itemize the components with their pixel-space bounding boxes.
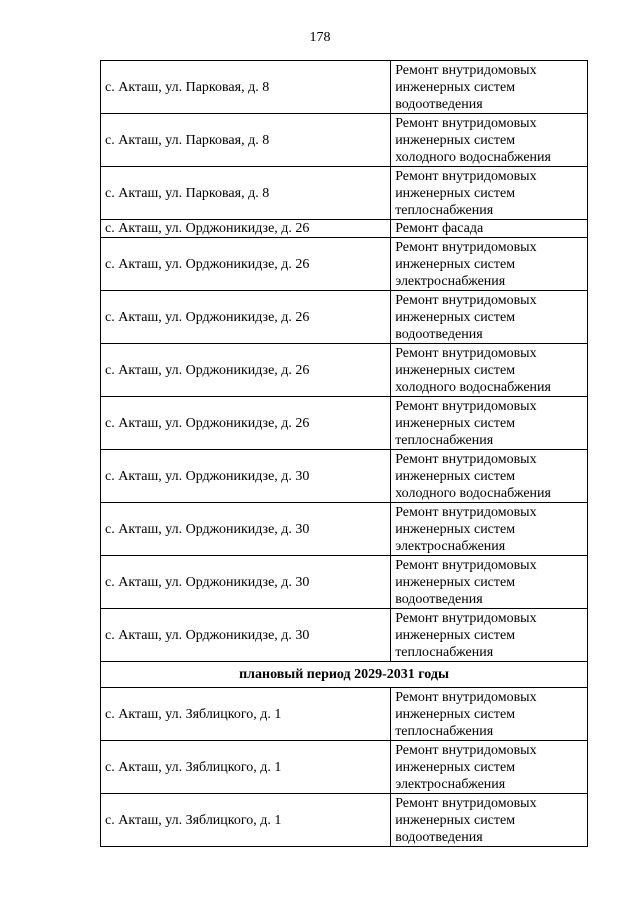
work-type-line: Ремонт внутридомовых bbox=[395, 398, 537, 414]
work-type-line: Ремонт фасада bbox=[395, 221, 484, 236]
table-row bbox=[101, 291, 588, 344]
work-type-line: Ремонт внутридомовых bbox=[395, 557, 537, 573]
address-cell: с. Акташ, ул. Орджоникидзе, д. 30 bbox=[101, 556, 391, 609]
work-type-line: Ремонт внутридомовых bbox=[395, 292, 537, 308]
table-row bbox=[101, 397, 588, 450]
work-type-line: водоотведения bbox=[395, 326, 483, 342]
work-type-line: инженерных систем bbox=[395, 812, 516, 828]
work-type-line: теплоснабжения bbox=[395, 644, 494, 660]
work-type-cell bbox=[391, 61, 588, 114]
work-type-line: электроснабжения bbox=[395, 776, 506, 792]
work-type-line: инженерных систем bbox=[395, 468, 516, 484]
work-type-cell bbox=[391, 794, 588, 847]
work-type-line: инженерных систем bbox=[395, 574, 516, 590]
table-row bbox=[101, 344, 588, 397]
work-type-line: инженерных систем bbox=[395, 132, 516, 148]
work-type-line: теплоснабжения bbox=[395, 202, 494, 218]
address-cell: с. Акташ, ул. Орджоникидзе, д. 26 bbox=[101, 344, 391, 397]
address-cell: с. Акташ, ул. Орджоникидзе, д. 26 bbox=[101, 291, 391, 344]
address-cell: с. Акташ, ул. Парковая, д. 8 bbox=[101, 61, 391, 114]
work-type-line: Ремонт внутридомовых bbox=[395, 239, 537, 255]
work-type-line: Ремонт внутридомовых bbox=[395, 345, 537, 361]
work-type-line: электроснабжения bbox=[395, 273, 506, 289]
period-heading: плановый период 2029-2031 годы bbox=[101, 662, 588, 688]
work-type-line: Ремонт внутридомовых bbox=[395, 610, 537, 626]
work-type-line: инженерных систем bbox=[395, 256, 516, 272]
work-type-cell bbox=[391, 503, 588, 556]
work-type-line: Ремонт внутридомовых bbox=[395, 689, 537, 705]
work-type-line: теплоснабжения bbox=[395, 432, 494, 448]
table-row bbox=[101, 114, 588, 167]
work-type-line: инженерных систем bbox=[395, 309, 516, 325]
work-type-cell bbox=[391, 688, 588, 741]
address-cell: с. Акташ, ул. Парковая, д. 8 bbox=[101, 114, 391, 167]
table-row bbox=[101, 609, 588, 662]
table-row bbox=[101, 450, 588, 503]
work-type-cell bbox=[391, 220, 588, 238]
table-row bbox=[101, 741, 588, 794]
address-cell: с. Акташ, ул. Орджоникидзе, д. 26 bbox=[101, 238, 391, 291]
work-type-line: Ремонт внутридомовых bbox=[395, 742, 537, 758]
work-type-line: Ремонт внутридомовых bbox=[395, 795, 537, 811]
work-type-line: инженерных систем bbox=[395, 362, 516, 378]
address-cell: с. Акташ, ул. Зяблицкого, д. 1 bbox=[101, 794, 391, 847]
work-type-cell bbox=[391, 397, 588, 450]
table-row bbox=[101, 167, 588, 220]
work-type-cell bbox=[391, 556, 588, 609]
work-type-line: водоотведения bbox=[395, 591, 483, 607]
page-number: 178 bbox=[309, 30, 331, 45]
work-type-cell bbox=[391, 167, 588, 220]
address-cell: с. Акташ, ул. Орджоникидзе, д. 26 bbox=[101, 220, 391, 238]
work-type-cell bbox=[391, 114, 588, 167]
work-type-line: инженерных систем bbox=[395, 415, 516, 431]
work-type-line: инженерных систем bbox=[395, 759, 516, 775]
address-cell: с. Акташ, ул. Орджоникидзе, д. 26 bbox=[101, 397, 391, 450]
work-type-line: холодного водоснабжения bbox=[395, 485, 551, 501]
work-type-line: водоотведения bbox=[395, 96, 483, 112]
work-type-cell bbox=[391, 238, 588, 291]
work-type-line: холодного водоснабжения bbox=[395, 379, 551, 395]
work-type-line: Ремонт внутридомовых bbox=[395, 168, 537, 184]
table-row bbox=[101, 238, 588, 291]
address-cell: с. Акташ, ул. Орджоникидзе, д. 30 bbox=[101, 450, 391, 503]
work-type-line: электроснабжения bbox=[395, 538, 506, 554]
work-type-line: инженерных систем bbox=[395, 185, 516, 201]
work-type-line: теплоснабжения bbox=[395, 723, 494, 739]
work-type-line: водоотведения bbox=[395, 829, 483, 845]
address-cell: с. Акташ, ул. Зяблицкого, д. 1 bbox=[101, 688, 391, 741]
work-type-line: инженерных систем bbox=[395, 627, 516, 643]
work-type-cell bbox=[391, 609, 588, 662]
address-cell: с. Акташ, ул. Парковая, д. 8 bbox=[101, 167, 391, 220]
period-row bbox=[101, 662, 588, 688]
repair-works-table bbox=[100, 60, 588, 847]
address-cell: с. Акташ, ул. Зяблицкого, д. 1 bbox=[101, 741, 391, 794]
work-type-line: инженерных систем bbox=[395, 706, 516, 722]
work-type-line: инженерных систем bbox=[395, 79, 516, 95]
table-row bbox=[101, 220, 588, 238]
table-row bbox=[101, 794, 588, 847]
work-type-line: Ремонт внутридомовых bbox=[395, 451, 537, 467]
table-row bbox=[101, 61, 588, 114]
table-row bbox=[101, 688, 588, 741]
work-type-line: холодного водоснабжения bbox=[395, 149, 551, 165]
work-type-line: Ремонт внутридомовых bbox=[395, 115, 537, 131]
address-cell: с. Акташ, ул. Орджоникидзе, д. 30 bbox=[101, 609, 391, 662]
work-type-line: Ремонт внутридомовых bbox=[395, 504, 537, 520]
work-type-line: инженерных систем bbox=[395, 521, 516, 537]
work-type-cell bbox=[391, 741, 588, 794]
table-body bbox=[101, 61, 588, 847]
work-type-cell bbox=[391, 291, 588, 344]
work-type-cell bbox=[391, 450, 588, 503]
table-row bbox=[101, 556, 588, 609]
work-type-line: Ремонт внутридомовых bbox=[395, 62, 537, 78]
address-cell: с. Акташ, ул. Орджоникидзе, д. 30 bbox=[101, 503, 391, 556]
table-row bbox=[101, 503, 588, 556]
work-type-cell bbox=[391, 344, 588, 397]
